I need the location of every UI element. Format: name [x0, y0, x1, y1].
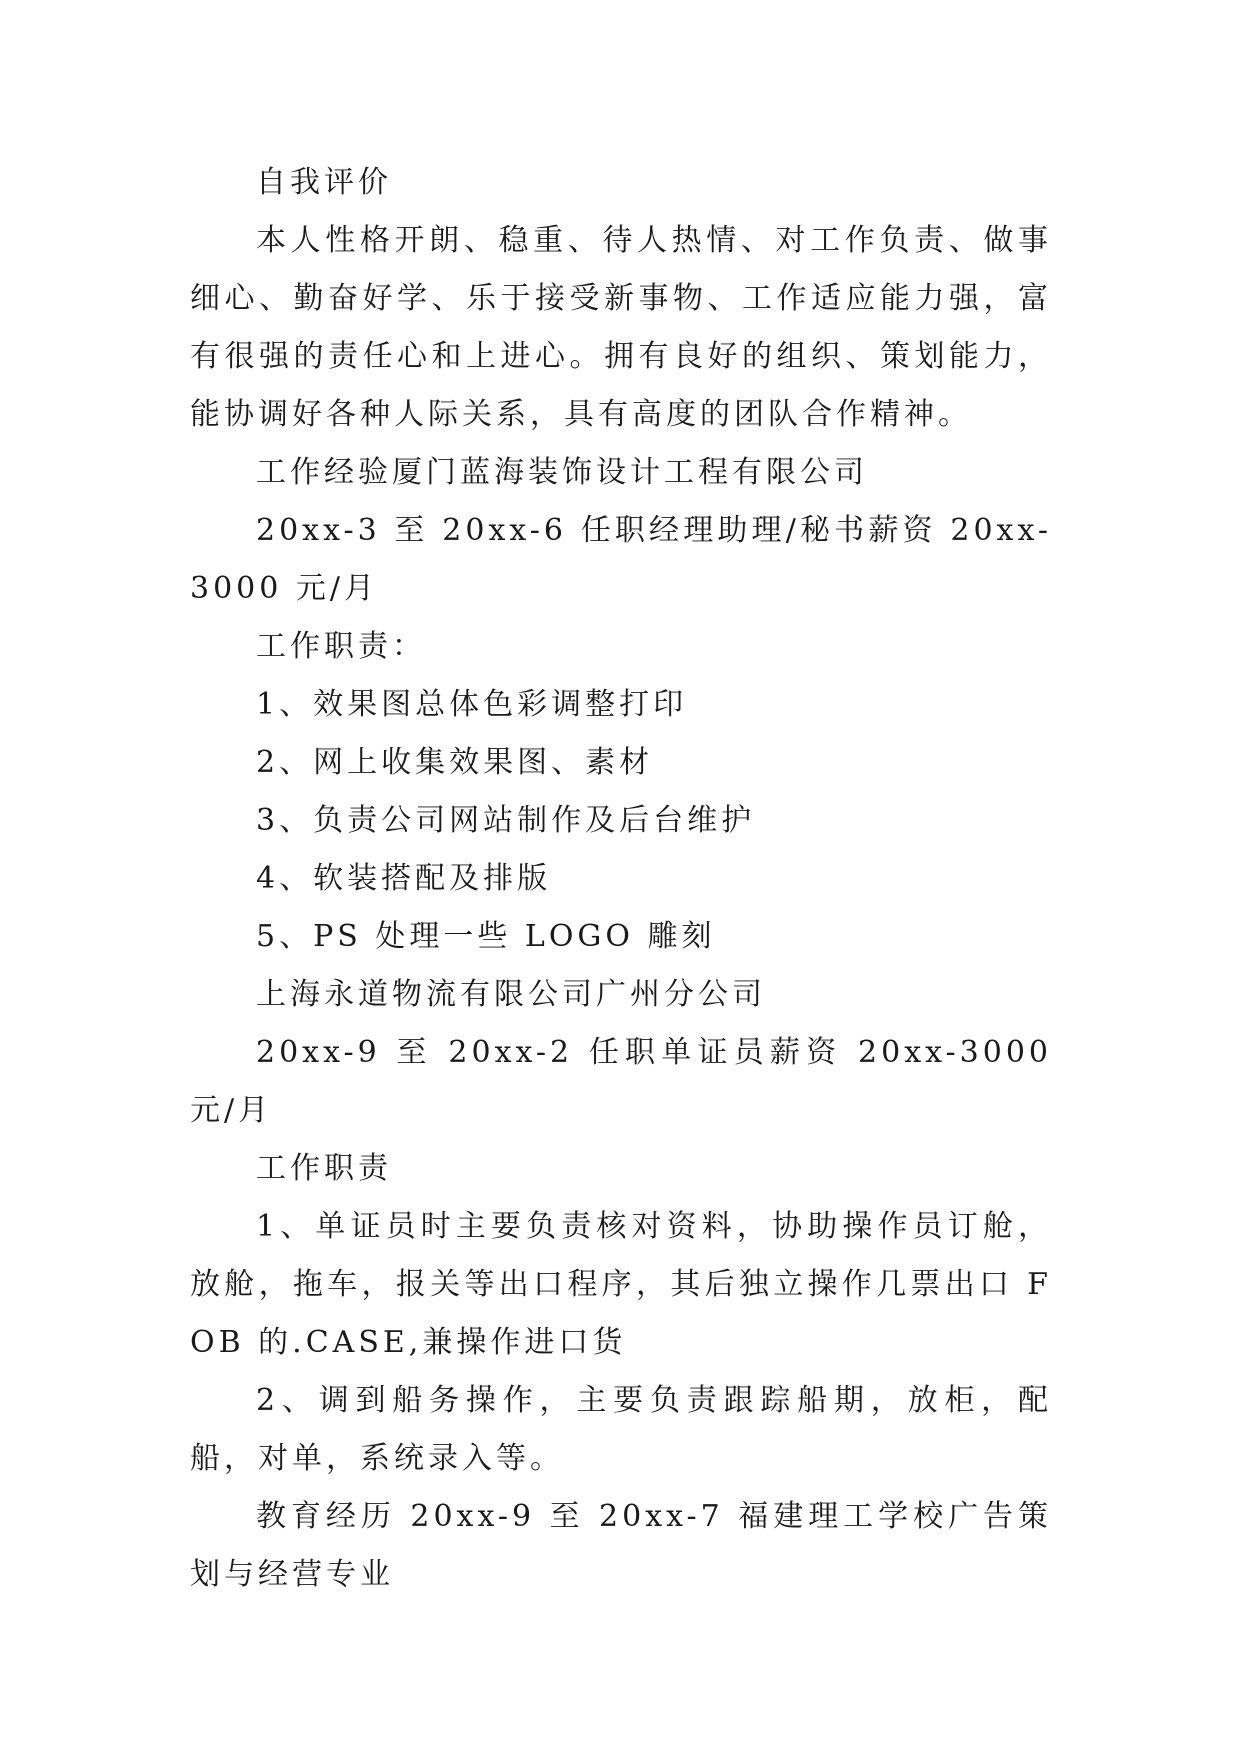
job-1-duties-heading: 工作职责： [256, 629, 426, 664]
job-1-duty-item: 4、软装搭配及排版 [256, 861, 552, 896]
education-paragraph: 教育经历 20xx-9 至 20xx-7 福建理工学校广告策划与经营专业 [190, 1499, 1052, 1592]
job-1-duty-item: 5、PS 处理一些 LOGO 雕刻 [256, 919, 716, 954]
work-experience-heading: 工作经验厦门蓝海装饰设计工程有限公司 [256, 455, 868, 490]
job-1-duty-item: 3、负责公司网站制作及后台维护 [256, 803, 756, 838]
document-body [190, 154, 1052, 1604]
job-1-period: 20xx-3 至 20xx-6 任职经理助理/秘书薪资 20xx-3000 元/月 [190, 513, 1052, 606]
job-2-duty-item: 1、单证员时主要负责核对资料，协助操作员订舱，放舱，拖车，报关等出口程序，其后独立操作几票出口 FOB 的.CASE,兼操作进口货 [190, 1209, 1052, 1360]
job-2-duty-item: 2、调到船务操作，主要负责跟踪船期，放柜，配船，对单，系统录入等。 [190, 1383, 1052, 1476]
section-heading-self-evaluation: 自我评价 [256, 165, 392, 200]
job-2-duties-heading: 工作职责 [256, 1151, 392, 1186]
job-2-period: 20xx-9 至 20xx-2 任职单证员薪资 20xx-3000 元/月 [190, 1035, 1052, 1128]
job-1-duty-item: 2、网上收集效果图、素材 [256, 745, 654, 780]
self-evaluation-paragraph: 本人性格开朗、稳重、待人热情、对工作负责、做事细心、勤奋好学、乐于接受新事物、工作适应能力强，富有很强的责任心和上进心。拥有良好的组织、策划能力，能协调好各种人际关系，具有高度的团队合作精神。 [190, 223, 1052, 432]
job-2-company: 上海永道物流有限公司广州分公司 [256, 977, 766, 1012]
job-1-duty-item: 1、效果图总体色彩调整打印 [256, 687, 688, 722]
